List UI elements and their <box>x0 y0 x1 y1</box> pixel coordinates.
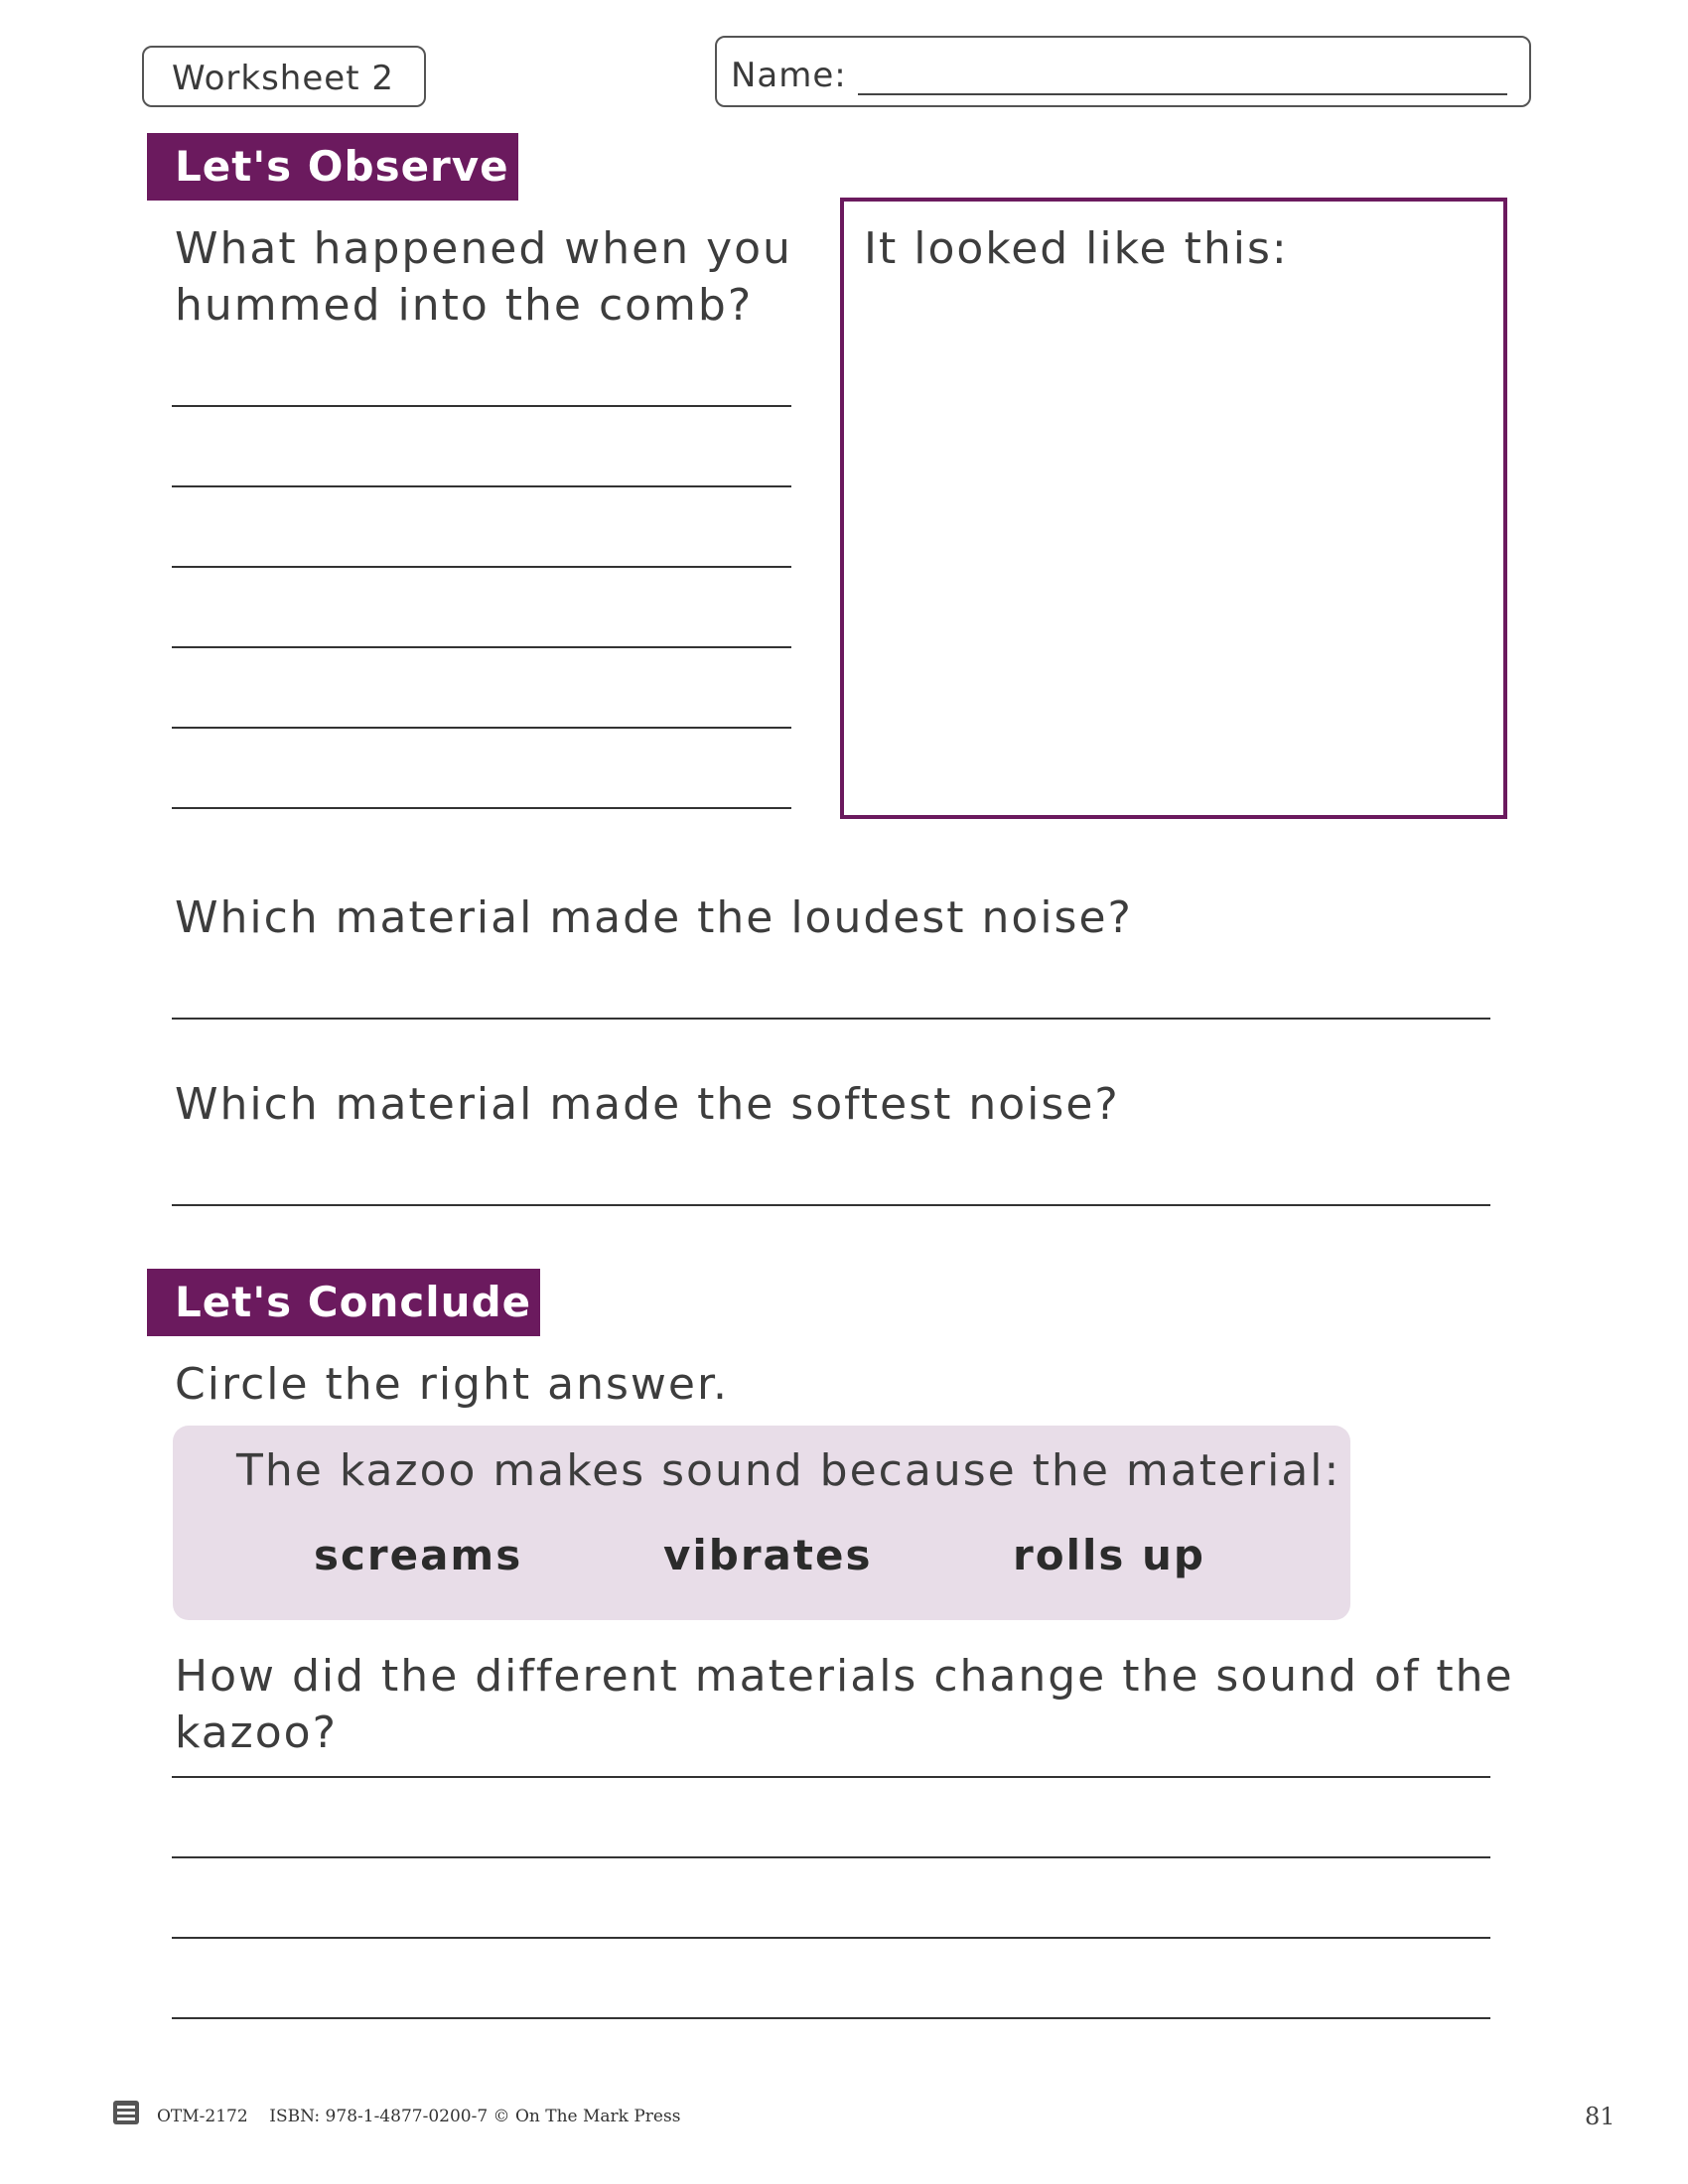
worksheet-title: Worksheet 2 <box>172 59 394 98</box>
answer-line[interactable] <box>172 1018 1490 1020</box>
book-icon <box>111 2099 143 2132</box>
choice-rolls-up[interactable]: rolls up <box>1013 1531 1205 1579</box>
question-1 <box>175 220 792 334</box>
question-2: Which material made the loudest noise? <box>175 892 1133 943</box>
answer-line[interactable] <box>172 1856 1490 1858</box>
instruction: Circle the right answer. <box>175 1359 729 1410</box>
name-field-box <box>715 36 1531 107</box>
name-field[interactable] <box>858 93 1507 95</box>
answer-line[interactable] <box>172 727 791 729</box>
question-1-line-1: What happened when you <box>175 223 792 274</box>
answer-line[interactable] <box>172 485 791 487</box>
observe-banner <box>147 133 518 201</box>
answer-choices-panel <box>173 1426 1350 1620</box>
choice-screams[interactable]: screams <box>314 1531 523 1579</box>
page-number: 81 <box>1585 2103 1616 2130</box>
conclude-banner <box>147 1269 540 1336</box>
observe-banner-text: Let's Observe <box>175 142 509 191</box>
question-3: Which material made the softest noise? <box>175 1079 1120 1130</box>
name-label: Name: <box>731 56 847 95</box>
answer-line[interactable] <box>172 1937 1490 1939</box>
answer-line[interactable] <box>172 1204 1490 1206</box>
answer-line[interactable] <box>172 566 791 568</box>
conclude-banner-text: Let's Conclude <box>175 1278 532 1326</box>
drawing-box-label: It looked like this: <box>864 223 1289 274</box>
question-1-line-2: hummed into the comb? <box>175 280 754 331</box>
footer-citation: OTM-2172 ISBN: 978-1-4877-0200-7 © On The Mark Press <box>157 2107 681 2126</box>
answer-line[interactable] <box>172 1776 1490 1778</box>
answer-line[interactable] <box>172 2017 1490 2019</box>
worksheet-label <box>142 46 426 107</box>
answer-line[interactable] <box>172 807 791 809</box>
answer-line[interactable] <box>172 646 791 648</box>
choices-prompt: The kazoo makes sound because the material: <box>236 1445 1341 1496</box>
answer-line[interactable] <box>172 405 791 407</box>
question-4: How did the different materials change the sound of the kazoo? <box>175 1651 1514 1758</box>
choice-vibrates[interactable]: vibrates <box>663 1531 873 1579</box>
drawing-box[interactable] <box>840 198 1507 819</box>
